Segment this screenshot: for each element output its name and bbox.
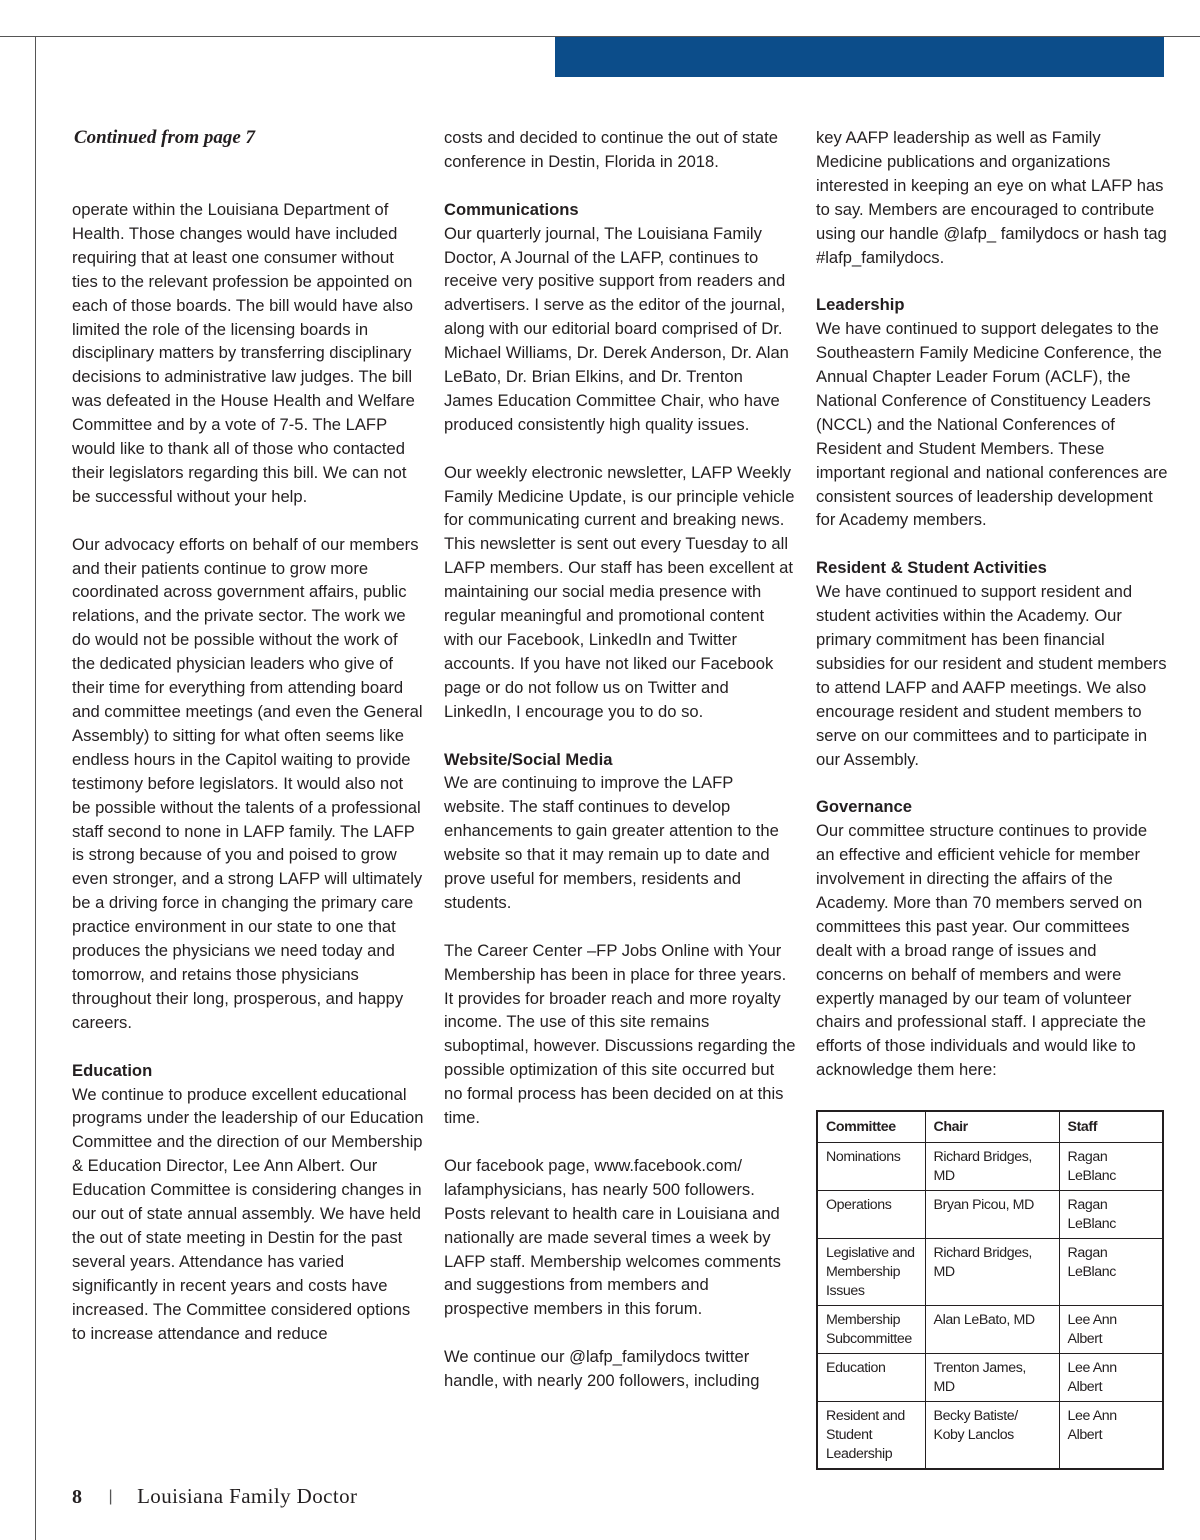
table-header-cell: Committee: [817, 1111, 925, 1143]
page-number: 8: [72, 1486, 82, 1508]
table-cell: Lee Ann Albert: [1059, 1306, 1163, 1354]
section-heading-resident-student: Resident & Student Activities: [816, 558, 1047, 578]
continued-label: Continued from page 7: [74, 127, 256, 148]
table-cell: Lee Ann Albert: [1059, 1402, 1163, 1470]
publication-name: Louisiana Family Doctor: [137, 1484, 358, 1508]
table-cell: Richard Bridges, MD: [925, 1239, 1059, 1306]
table-cell: Becky Batiste/ Koby Lanclos: [925, 1402, 1059, 1470]
paragraph: operate within the Louisiana Department of Health. Those changes would have included requiring that at least one consumer without ties to the relevant profession be appointed on each of those boards. The bill would have also limited the role of the licensing boards in disciplinary matters by transferring disciplinary decisions to administrative law judges. The bill was defeated in the House Health and Welfare Committee and by a vote of 7-5. The LAFP would like to thank all of those who contacted their legislators regarding this bill. We can not be successful without your help.: [72, 200, 415, 506]
table-cell: Lee Ann Albert: [1059, 1354, 1163, 1402]
committee-table: [816, 1110, 1164, 1470]
table-header-cell: Chair: [925, 1111, 1059, 1143]
article-column-1: [72, 126, 424, 1345]
paragraph: Our weekly electronic newsletter, LAFP Weekly Family Medicine Update, is our principle vehicle for communicating current and breaking news. This newsletter is sent out every Tuesday to all LAFP members. Our staff has been excellent at maintaining our social media presence with regular meaningful and promotional content with our Facebook, LinkedIn and Twitter accounts. If you have not liked our Facebook page or do not follow us on Twitter and LinkedIn, I encourage you to do so.: [444, 462, 795, 721]
table-cell: Alan LeBato, MD: [925, 1306, 1059, 1354]
footer-separator: |: [108, 1488, 113, 1505]
table-cell: Bryan Picou, MD: [925, 1191, 1059, 1239]
table-cell: Education: [817, 1354, 925, 1402]
paragraph: We are continuing to improve the LAFP website. The staff continues to develop enhancements to gain greater attention to the website so that it may remain up to date and prove useful for members, residents and students.: [444, 773, 779, 912]
section-heading-communications: Communications: [444, 199, 579, 219]
paragraph: Our quarterly journal, The Louisiana Family Doctor, A Journal of the LAFP, continues to receive very positive support from readers and advertisers. I serve as the editor of the journal, along with our editorial board comprised of Dr. Michael Williams, Dr. Derek Anderson, Dr. Alan LeBato, Dr. Brian Elkins, and Dr. Trenton James Education Committee Chair, who have produced consistently high quality issues.: [444, 223, 789, 434]
table-cell: Ragan LeBlanc: [1059, 1143, 1163, 1191]
table-cell: Resident and Student Leadership: [817, 1402, 925, 1470]
table-row: [817, 1354, 1163, 1402]
paragraph: key AAFP leadership as well as Family Medicine publications and organizations interested in keeping an eye on what LAFP has to say. Members are encouraged to contribute using our handle @lafp_ familydocs or hash tag #lafp_familydocs.: [816, 128, 1167, 267]
section-heading-website: Website/Social Media: [444, 749, 613, 769]
table-header-cell: Staff: [1059, 1111, 1163, 1143]
paragraph: We have continued to support resident and student activities within the Academy. Our primary commitment has been financial subsidies for our resident and student members to attend LAFP and AAFP meetings. We also encourage resident and student members to serve on our committees and to participate in our Assembly.: [816, 582, 1167, 769]
table-row: [817, 1191, 1163, 1239]
section-heading-leadership: Leadership: [816, 295, 905, 315]
table-row: [817, 1306, 1163, 1354]
table-row: [817, 1239, 1163, 1306]
table-cell: Trenton James, MD: [925, 1354, 1059, 1402]
left-rule: [35, 36, 36, 1540]
paragraph: Our facebook page, www.facebook.com/ lafamphysicians, has nearly 500 followers. Posts relevant to health care in Louisiana and nationally are made several times a week by LAFP staff. Membership welcomes comments and suggestions from members and prospective members in this forum.: [444, 1155, 781, 1319]
paragraph: We continue our @lafp_familydocs twitter handle, with nearly 200 followers, including: [444, 1347, 760, 1391]
section-heading-governance: Governance: [816, 797, 912, 817]
table-cell: Ragan LeBlanc: [1059, 1191, 1163, 1239]
table-cell: Nominations: [817, 1143, 925, 1191]
table-cell: Ragan LeBlanc: [1059, 1239, 1163, 1306]
table-cell: Legislative and Membership Issues: [817, 1239, 925, 1306]
paragraph: We continue to produce excellent educational programs under the leadership of our Education Committee and the direction of our Membership & Education Director, Lee Ann Albert. Our Education Committee is considering changes in our out of state annual assembly. We have held the out of state meeting in Destin for the past several years. Attendance has varied significantly in recent years and costs have increased. The Committee considered options to increase attendance and reduce: [72, 1084, 424, 1343]
section-heading-education: Education: [72, 1060, 153, 1080]
table-cell: Richard Bridges, MD: [925, 1143, 1059, 1191]
page-footer: [72, 1484, 357, 1512]
article-column-2: [444, 126, 796, 1393]
table-cell: Operations: [817, 1191, 925, 1239]
header-accent-bar: [555, 37, 1164, 77]
paragraph: Our committee structure continues to provide an effective and efficient vehicle for member involvement in directing the affairs of the Academy. More than 70 members served on committees this past year. Our committees dealt with a broad range of issues and concerns on behalf of members and were expertly managed by our team of volunteer chairs and professional staff. I appreciate the efforts of those individuals and would like to acknowledge them here:: [816, 821, 1148, 1080]
paragraph: Our advocacy efforts on behalf of our members and their patients continue to grow more coordinated across government affairs, public relations, and the private sector. The work we do would not be possible without the work of the dedicated physician leaders who give of their time for everything from attending board and committee meetings (and even the General Assembly) to sitting for what often seems like endless hours in the Capitol waiting to provide testimony before legislators. It would also not be possible without the talents of a professional staff second to none in LAFP family. The LAFP is strong because of you and poised to grow even stronger, and a strong LAFP will ultimately be a driving force in changing the primary care practice environment in our state to one that produces the physicians we need today and tomorrow, and retains those physicians throughout their long, prosperous, and happy careers.: [72, 534, 423, 1032]
paragraph: The Career Center –FP Jobs Online with Your Membership has been in place for three years. It provides for broader reach and more royalty income. The use of this site remains suboptimal, however. Discussions regarding the possible optimization of this site occurred but no formal process has been decided on at this time.: [444, 940, 796, 1128]
paragraph: We have continued to support delegates to the Southeastern Family Medicine Conference, the Annual Chapter Leader Forum (ACLF), the National Conference of Constituency Leaders (NCCL) and the National Conferences of Resident and Student Members. These important regional and national conferences are consistent sources of leadership development for Academy members.: [816, 319, 1168, 530]
table-row: [817, 1143, 1163, 1191]
table-cell: Membership Subcommittee: [817, 1306, 925, 1354]
table-row: [817, 1402, 1163, 1470]
article-column-3: [816, 126, 1168, 1470]
paragraph: costs and decided to continue the out of state conference in Destin, Florida in 2018.: [444, 128, 778, 171]
table-header-row: [817, 1111, 1163, 1143]
